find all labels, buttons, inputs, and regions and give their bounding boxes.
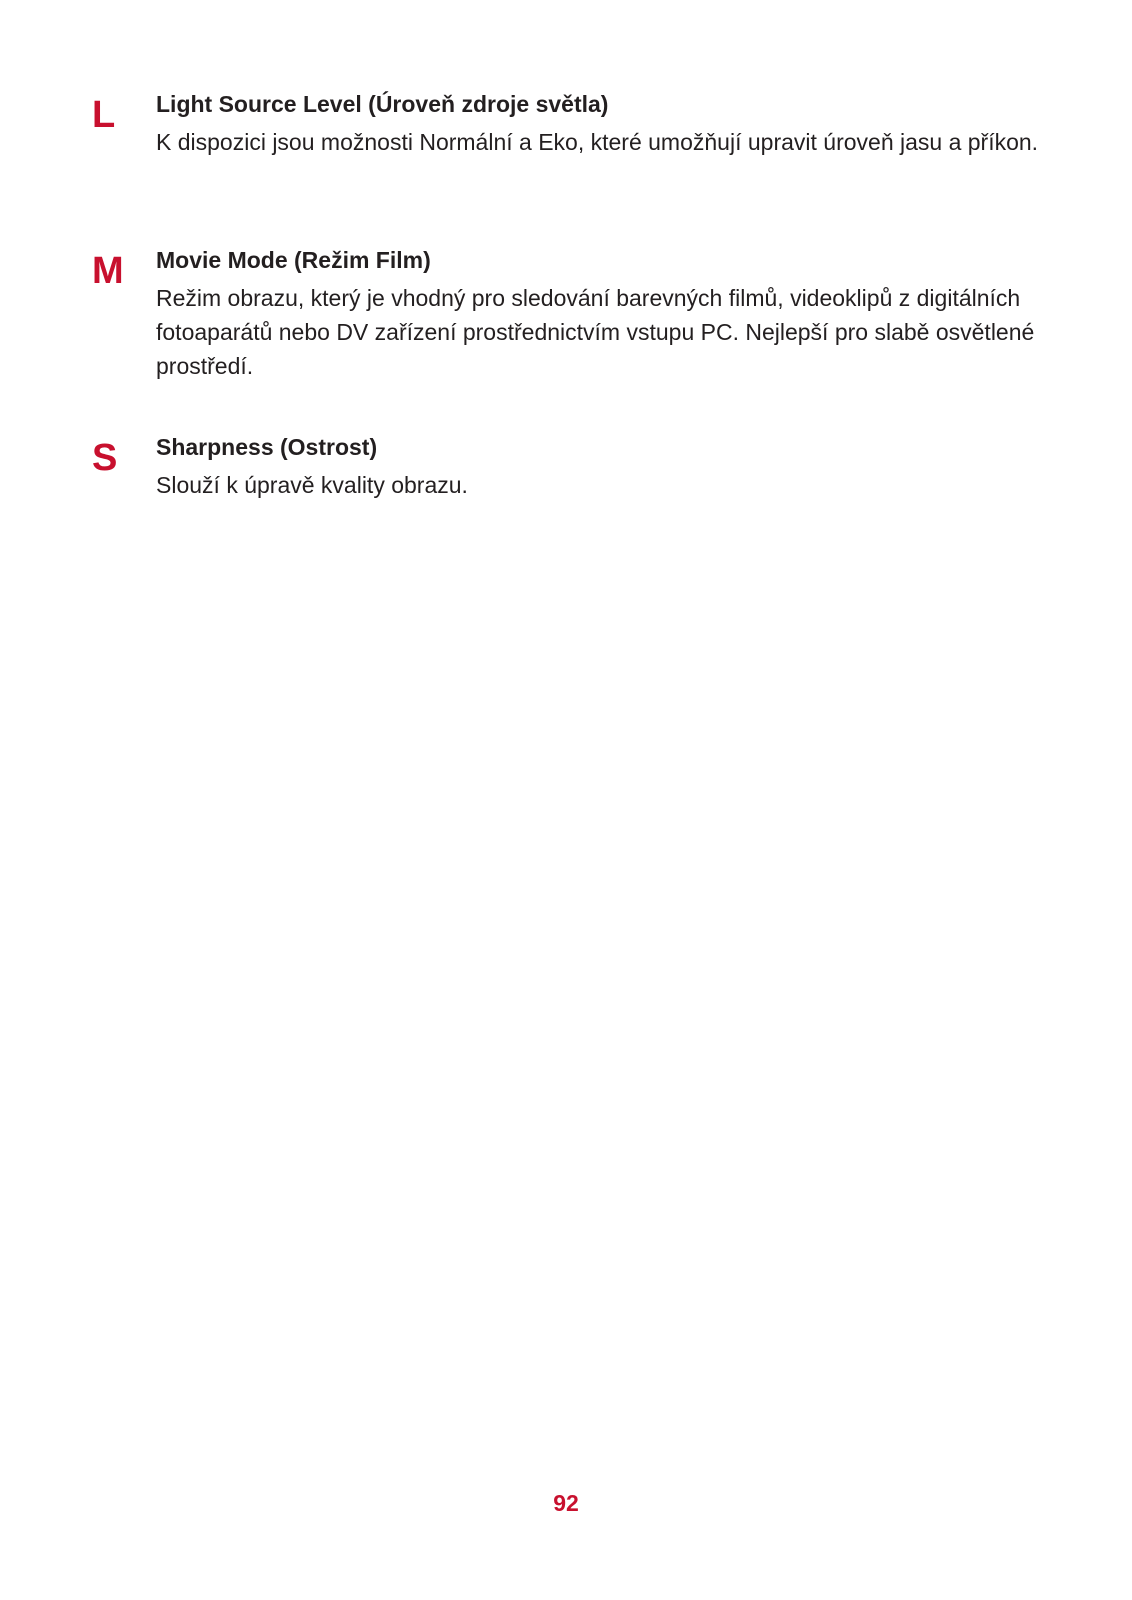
index-letter: S xyxy=(92,437,118,479)
index-letter: M xyxy=(92,250,124,292)
entry-description: Režim obrazu, který je vhodný pro sledování barevných filmů, videoklipů z digitálních fotoaparátů nebo DV zařízení prostřednictvím vstupu PC. Nejlepší pro slabě osvětlené prostředí. xyxy=(156,285,1035,379)
page-number: 92 xyxy=(553,1490,579,1516)
entry-term: Light Source Level (Úroveň zdroje světla) xyxy=(156,91,609,117)
entry-content xyxy=(156,432,1056,502)
entry-description: Slouží k úpravě kvality obrazu. xyxy=(156,472,468,498)
entry-description: K dispozici jsou možnosti Normální a Eko, které umožňují upravit úroveň jasu a příkon. xyxy=(156,129,1039,155)
entry-content xyxy=(156,245,1056,383)
index-letter: L xyxy=(92,94,116,136)
entry-content xyxy=(156,89,1056,159)
entry-term: Movie Mode (Režim Film) xyxy=(156,247,431,273)
entry-term: Sharpness (Ostrost) xyxy=(156,434,378,460)
